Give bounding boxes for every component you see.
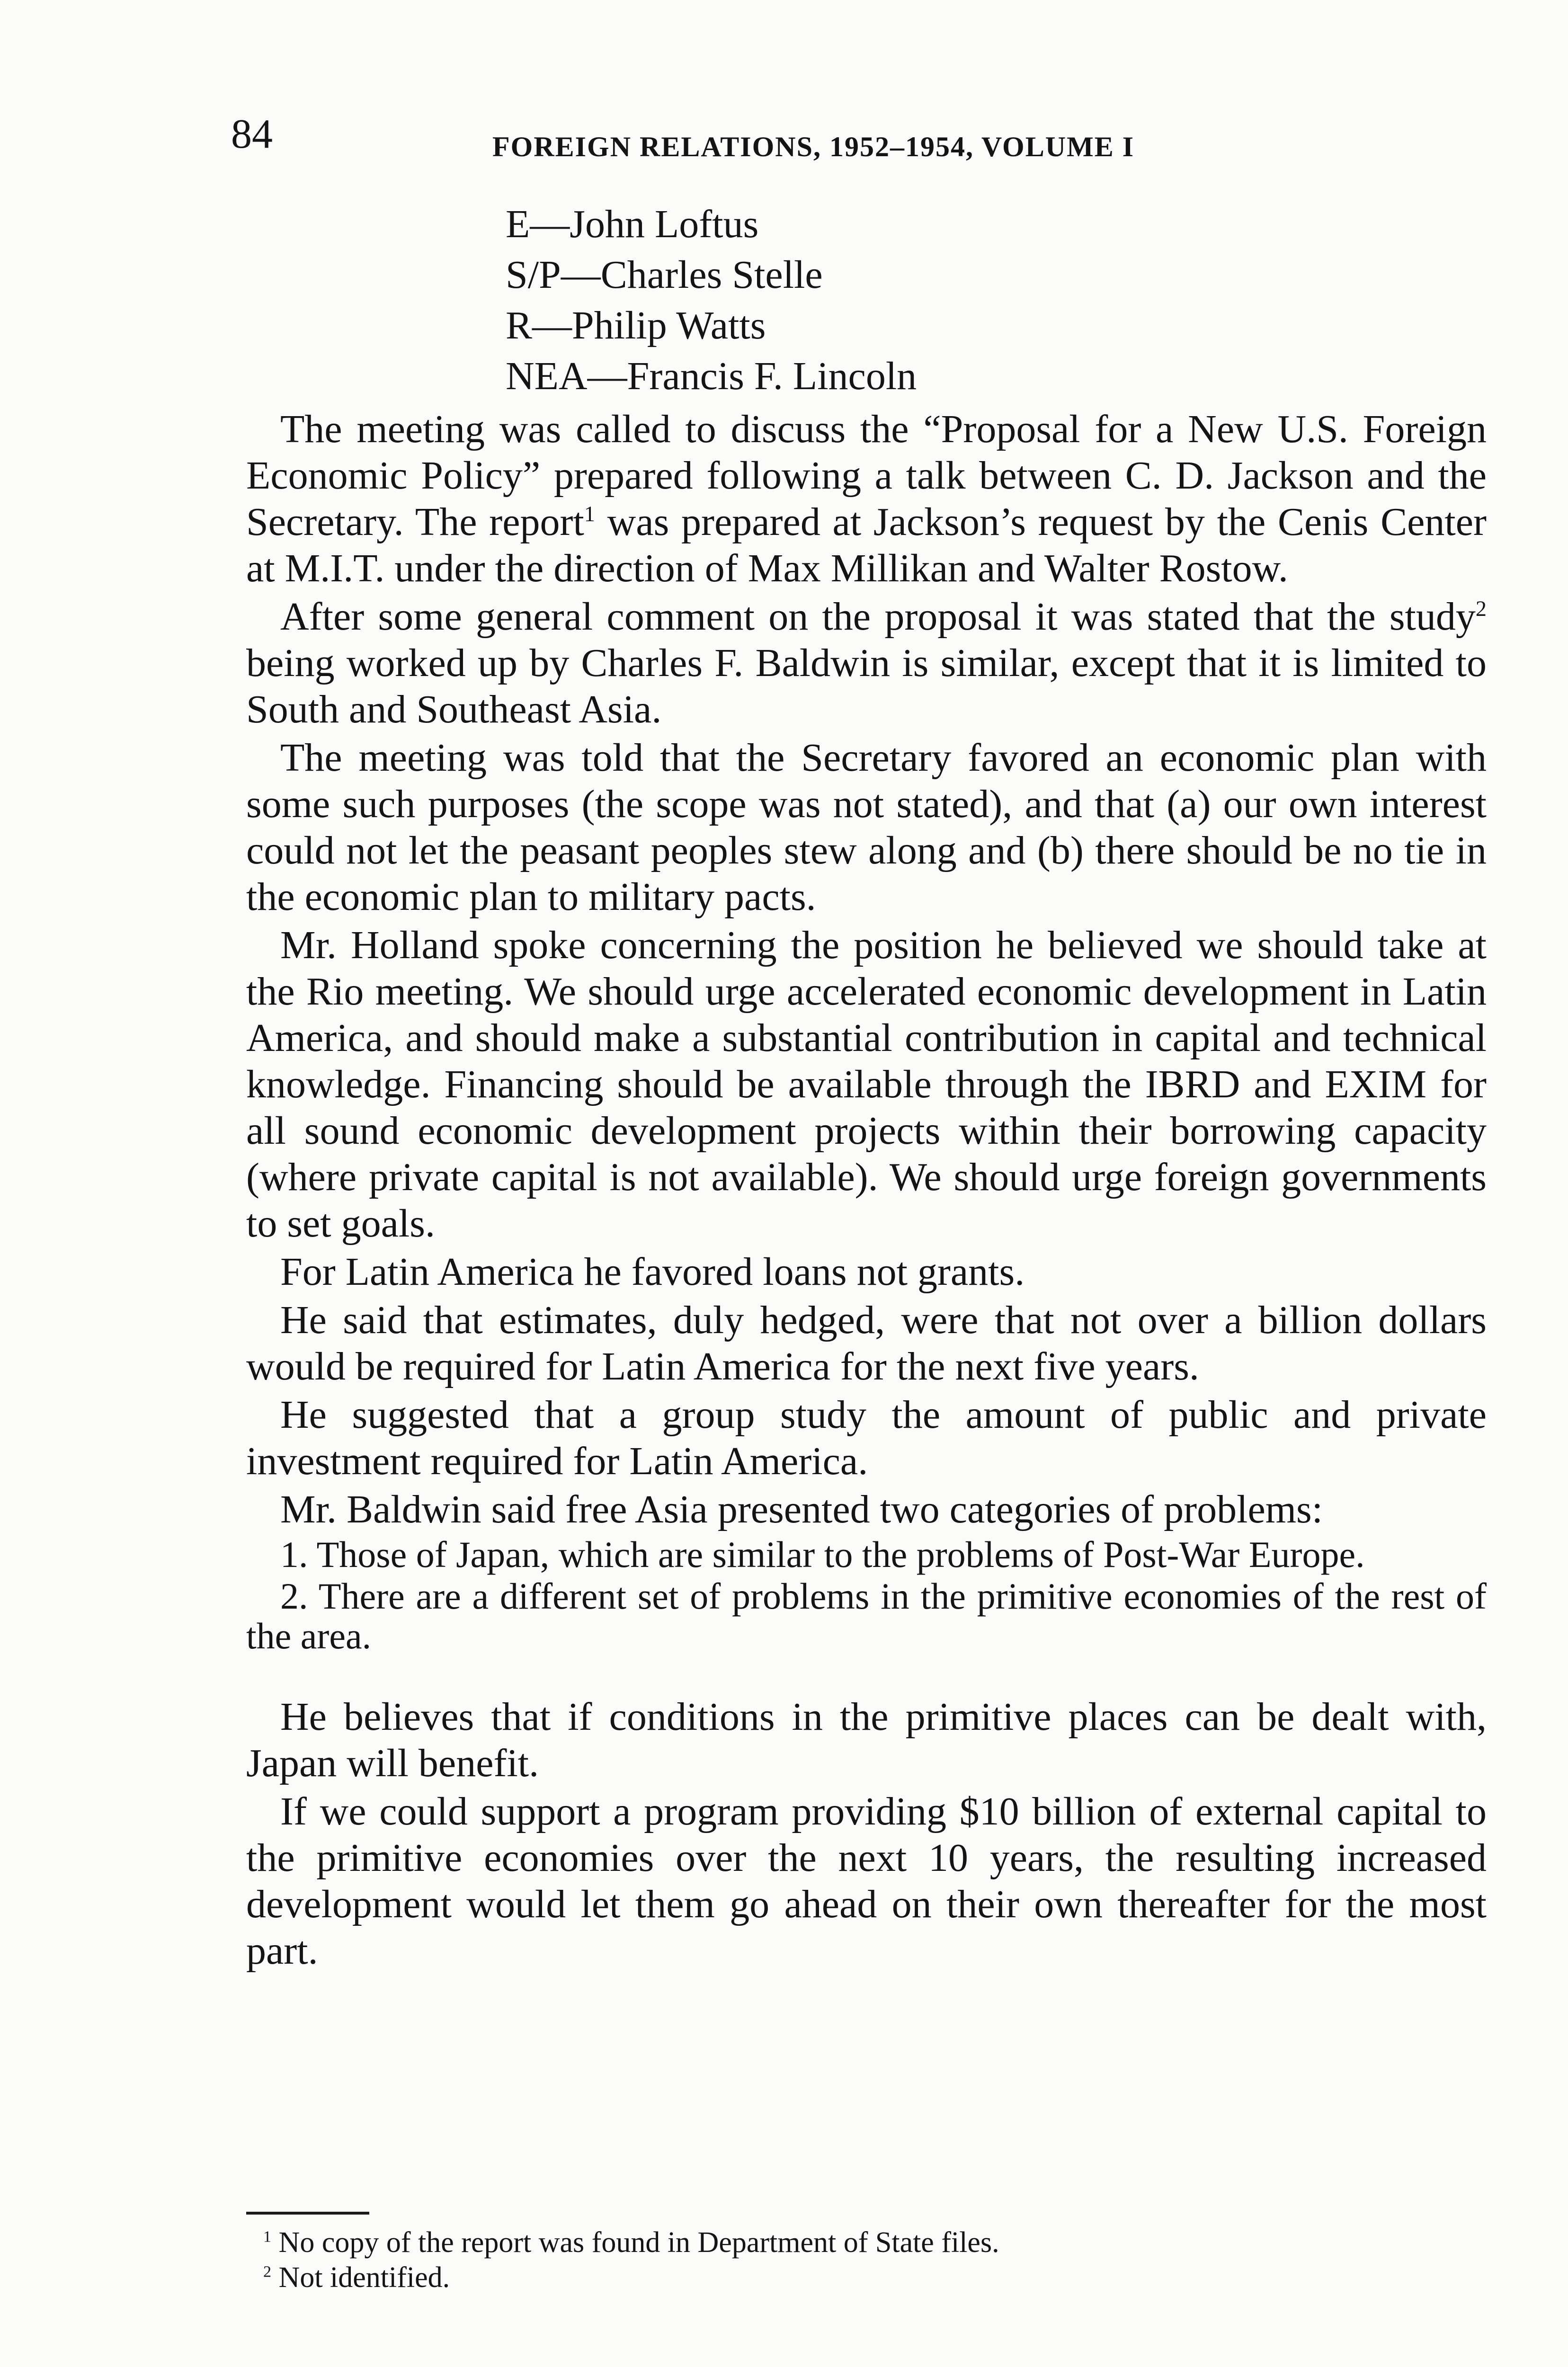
paragraph xyxy=(246,406,1487,592)
participant-entry: S/P—Charles Stelle xyxy=(506,253,823,297)
footnote xyxy=(263,2260,999,2295)
paragraph: Mr. Holland spoke concerning the position he believed we should take at the Rio meeting. We should urge accelerated economic development in Latin America, and should make a substantial contribution in capital and technical knowledge. Financing should be available through the IBRD and EXIM for all sound economic development projects within their borrowing capacity (where private capital is not available). We should urge foreign governments to set goals. xyxy=(246,923,1487,1246)
paragraph-text: After some general comment on the proposal it was stated that the study xyxy=(280,595,1476,639)
paragraph xyxy=(246,594,1487,733)
participant-entry: R—Philip Watts xyxy=(506,303,766,347)
running-head: FOREIGN RELATIONS, 1952–1954, VOLUME I xyxy=(492,131,1135,162)
paragraph: The meeting was told that the Secretary favored an economic plan with some such purposes (the scope was not stated), and that (a) our own interest could not let the peasant peoples stew along and (b) there should be no tie in the economic plan to military pacts. xyxy=(246,736,1487,919)
paragraph: He said that estimates, duly hedged, were that not over a billion dollars would be required for Latin America for the next five years. xyxy=(246,1298,1487,1388)
footnote-reference: 2 xyxy=(1475,596,1487,621)
paragraph-text: being worked up by Charles F. Baldwin is similar, except that it is limited to South and Southeast Asia. xyxy=(246,641,1487,731)
participant-entry: E—John Loftus xyxy=(506,202,759,246)
paragraph: For Latin America he favored loans not grants. xyxy=(280,1250,1025,1294)
participant-list xyxy=(506,199,917,401)
body-text xyxy=(246,406,1487,1976)
footnotes xyxy=(263,2225,999,2295)
page-number: 84 xyxy=(231,111,273,157)
footnote-mark: 2 xyxy=(263,2263,272,2281)
paragraph-text: was prepared at Jackson’s request by the Cenis Center at M.I.T. under the direction of Max Millikan and Walter Rostow. xyxy=(246,500,1487,590)
footnote-text: No copy of the report was found in Department of State files. xyxy=(271,2226,999,2259)
footnote-divider xyxy=(246,2212,369,2215)
paragraph: He suggested that a group study the amount of public and private investment required for Latin America. xyxy=(246,1393,1487,1483)
paragraph: If we could support a program providing $10 billion of external capital to the primitive economies over the next 10 years, the resulting increased development would let them go ahead on their own thereafter for the most part. xyxy=(246,1789,1487,1973)
paragraph: Mr. Baldwin said free Asia presented two categories of problems: xyxy=(280,1487,1323,1531)
footnote-reference: 1 xyxy=(584,502,595,526)
list-item: 1. Those of Japan, which are similar to the problems of Post-War Europe. xyxy=(280,1534,1365,1575)
footnote-text: Not identified. xyxy=(271,2261,450,2294)
participant-entry: NEA—Francis F. Lincoln xyxy=(506,354,917,398)
footnote-mark: 1 xyxy=(263,2228,272,2246)
numbered-list xyxy=(246,1535,1487,1656)
list-item: 2. There are a different set of problems in the primitive economies of the rest of the area. xyxy=(246,1575,1487,1656)
paragraph: He believes that if conditions in the primitive places can be dealt with, Japan will benefit. xyxy=(246,1695,1487,1785)
paragraph-text: The meeting was called to discuss the “Proposal for a New U.S. Foreign Economic Policy” prepared following a talk between C. D. Jackson and the Secretary. The report xyxy=(246,407,1487,544)
footnote xyxy=(263,2225,999,2260)
